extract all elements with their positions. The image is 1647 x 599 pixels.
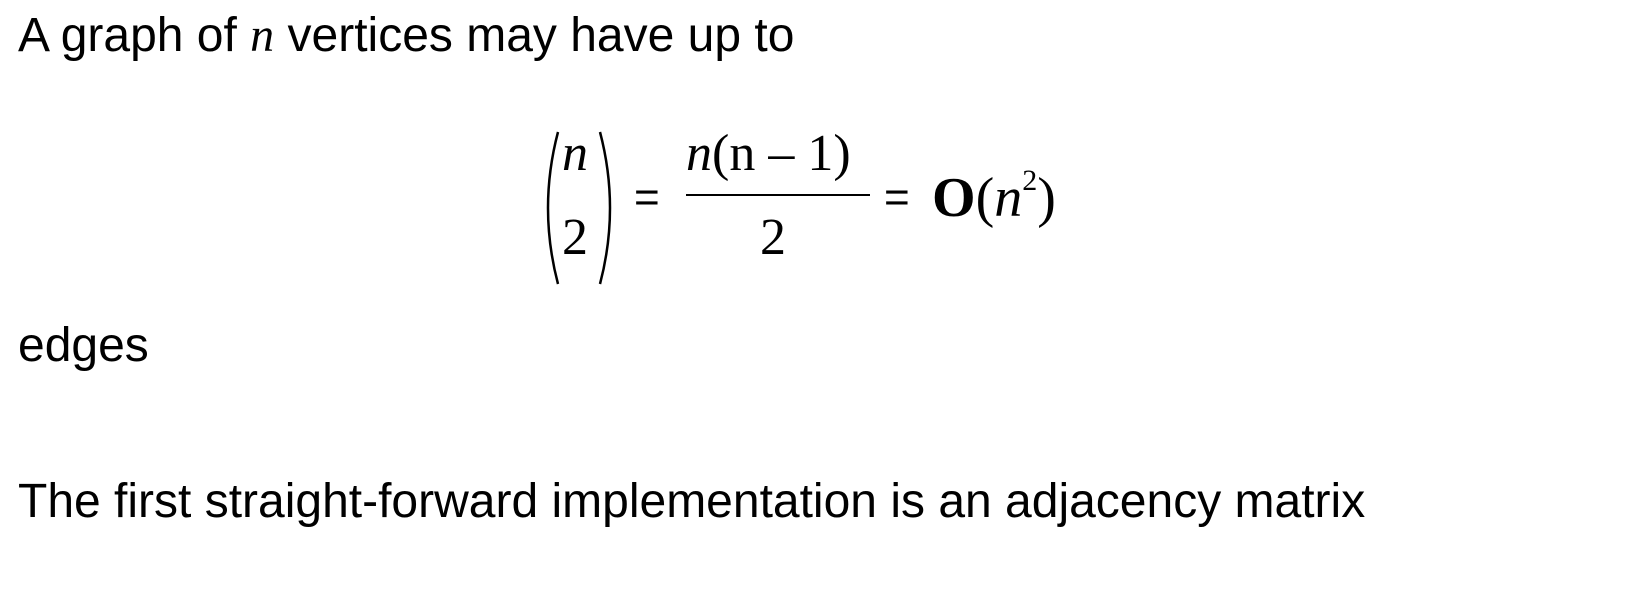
binomial-right-paren: [594, 128, 618, 288]
big-o-expression: [932, 164, 1056, 229]
big-o-var: n: [994, 167, 1023, 229]
fraction-bar: [686, 194, 870, 196]
big-o-exponent: 2: [1022, 164, 1038, 197]
edges-word: edges: [18, 319, 149, 372]
equals-sign-1: =: [634, 173, 660, 222]
intro-text-after: vertices may have up to: [274, 9, 795, 62]
binomial-left-paren: [540, 128, 564, 288]
intro-text-before: A graph of: [18, 9, 251, 62]
edge-count-formula: [540, 125, 1100, 288]
binomial-bottom: 2: [562, 209, 588, 266]
implementation-sentence: The first straight-forward implementation is an adjacency matrix: [18, 475, 1366, 528]
big-o-close-paren: ): [1037, 167, 1056, 229]
vertex-count-variable: n: [250, 9, 275, 62]
numerator-var: n: [686, 125, 712, 182]
numerator-rest: (n – 1): [712, 125, 851, 182]
fraction-denominator: 2: [760, 209, 786, 266]
big-o-open-paren: (: [975, 167, 995, 229]
intro-sentence: [18, 9, 795, 62]
equals-sign-2: =: [884, 173, 910, 222]
fraction-numerator: [686, 125, 851, 182]
binomial-top: n: [562, 125, 588, 182]
big-o-symbol: O: [932, 167, 976, 229]
